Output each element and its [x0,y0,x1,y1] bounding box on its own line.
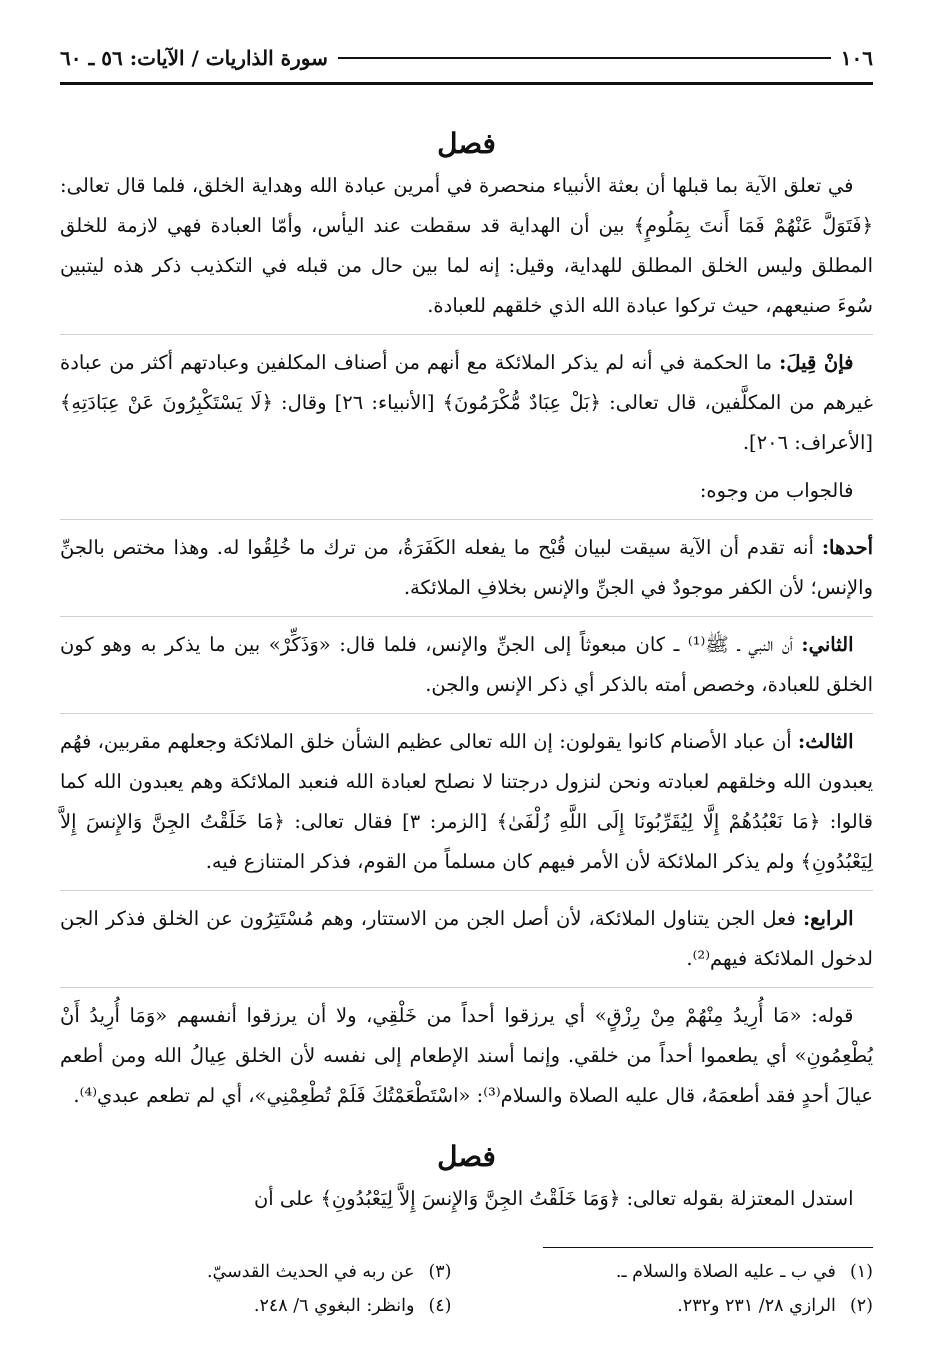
header-underline [60,82,873,85]
paragraph-lead: أحدها: [821,536,873,559]
footnote-text: وانظر: البغوي ٦/ ٢٤٨. [253,1296,415,1316]
paragraph-divider [60,616,873,617]
paragraph [60,528,873,608]
footnote-text: في ب ـ عليه الصلاة والسلام ـ. [615,1262,836,1282]
footnote [482,1292,874,1320]
header-title: سورة الذاريات / الآيات: ٥٦ ـ ٦٠ [60,46,328,70]
footnote [60,1292,452,1320]
paragraph-text: أن عباد الأصنام كانوا يقولون: إن الله تعالى عظيم الشأن خلق الملائكة وجعلهم مقربين، فهُم يعبدون الله وخلقهم لعبادته ونحن لنزول درجتنا لا نصلح لعبادة الله فنعبد الملائكة وهم يعبدون الله كما قالوا: ﴿مَا نَعْبُدُهُمْ إِلَّا لِيُقَرِّبُونَا إِلَى اللَّهِ زُلْفَىٰ﴾ [الزمر: ٣] فقال تعالى: ﴿مَا خَلَقْتُ الجِنَّ وَالإِنسَ إِلاَّ لِيَعْبُدُونِ﴾ ولم يذكر الملائكة لأن الأمر فيهم كان مسلماً من القوم، فذكر المتنازع فيه. [60,730,873,873]
paragraph-divider [60,987,873,988]
paragraph-divider [60,713,873,714]
paragraph-text: أنه تقدم أن الآية سيقت لبيان قُبْح ما يفعله الكَفَرَةُ، من ترك ما خُلِقُوا له. وهذا مختص بالجنِّ والإنس؛ لأن الكفر موجودٌ في الجنِّ والإنس بخلافِ الملائكة. [60,536,873,599]
footnote-rule [543,1247,873,1248]
footnote [482,1258,874,1286]
page-header [60,38,873,78]
book-page [60,38,873,1338]
paragraph-lead: الثاني: [801,633,854,656]
paragraph-text: ما الحكمة في أنه لم يذكر الملائكة مع أنهم من أصناف المكلفين وعبادتهم أكثر من عبادة غيرهم من المكلَّفين، قال تعالى: ﴿بَلْ عِبَادٌ مُّكْرَمُونَ﴾ [الأنبياء: ٢٦] وقال: ﴿لَا يَسْتَكْبِرُونَ عَنْ عِبَادَتِهِ﴾ [الأعراف: ٢٠٦]. [60,351,874,454]
paragraph-text: أن النبي ـ ﷺ⁽¹⁾ ـ كان مبعوثاً إلى الجنِّ والإنس، فلما قال: «وَذَكِّرْ» بين ما يذكر به وهو كون الخلق للعبادة، وخصص أمته بالذكر أي ذكر الإنس والجن. [60,633,873,696]
footnote-number: (٤) [428,1296,452,1316]
footnote [60,1258,452,1286]
paragraph [60,343,873,463]
section-title: فصل [437,1140,496,1173]
footnotes [60,1258,873,1320]
paragraph: قوله: «مَا أُرِيدُ مِنْهُمْ مِنْ رِزْقٍ» أي يرزقوا أحداً من خَلْقِي، ولا أن يرزقوا أنفسهم «وَمَا أُرِيدُ أَنْ يُطْعِمُونِ» أي يطعموا أحداً من خلقي. وإنما أسند الإطعام إلى نفسه لأن الخلق عِيالُ الله ومن أطعم عيالَ أحدٍ فقد أطعمَهُ، قال عليه الصلاة والسلام⁽³⁾: «اسْتَطْعَمْتُكَ فَلَمْ تُطْعِمْنِي»، أي لم تطعم عبدي⁽⁴⁾. [60,1004,873,1107]
paragraph [60,722,873,882]
footnote-text: الرازي ٢٨/ ٢٣١ و٢٣٢. [677,1296,836,1316]
paragraph-divider [60,334,873,335]
paragraph-divider [60,890,873,891]
header-rule [338,57,831,59]
paragraph [60,899,873,979]
paragraph-lead: فإنْ قِيلَ: [779,351,854,374]
paragraph: فالجواب من وجوه: [699,479,854,502]
footnote-number: (٢) [849,1296,873,1316]
paragraph [60,625,873,705]
paragraph: في تعلق الآية بما قبلها أن بعثة الأنبياء منحصرة في أمرين عبادة الله وهداية الخلق، فلما قال تعالى: ﴿فَتَوَلَّ عَنْهُمْ فَمَا أَنتَ بِمَلُومٍ﴾ بين أن الهداية قد سقطت عند اليأس، وأمّا العبادة فهي لازمة للخلق المطلق وليس الخلق المطلق للهداية، وقيل: إنه لما بين حال من قبله في التكذيب ذكر هذه ليتبين سُوءَ صنيعهم، حيث تركوا عبادة الله الذي خلقهم للعبادة. [60,174,873,317]
footnote-number: (٣) [428,1262,452,1282]
paragraph-lead: الرابع: [802,907,854,930]
footnote-text: عن ربه في الحديث القدسيّ. [206,1262,415,1282]
footnote-number: (١) [849,1262,873,1282]
page-number: ١٠٦ [840,46,873,70]
paragraph-divider [60,519,873,520]
section-title: فصل [437,127,496,160]
paragraph: استدل المعتزلة بقوله تعالى: ﴿وَمَا خَلَقْتُ الجِنَّ وَالإِنسَ إِلاَّ لِيَعْبُدُونِ﴾ على أن [253,1187,854,1210]
paragraph-text: فعل الجن يتناول الملائكة، لأن أصل الجن من الاستتار، وهم مُسْتَتِرُون عن الخلق فذكر الجن لدخول الملائكة فيهم⁽²⁾. [60,907,873,970]
paragraph-lead: الثالث: [798,730,854,753]
